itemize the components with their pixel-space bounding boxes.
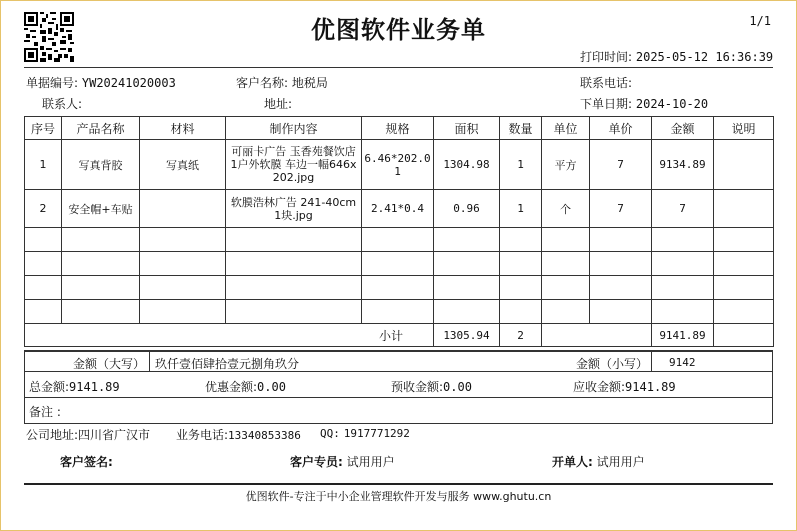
row-material xyxy=(140,190,226,228)
address xyxy=(264,95,292,112)
total-amount-label: 总金额: xyxy=(29,380,70,394)
row-price: 7 xyxy=(590,140,652,190)
print-time-label: 打印时间: xyxy=(580,50,633,64)
empty-row xyxy=(25,252,774,276)
company-address-label: 公司地址: xyxy=(26,428,79,442)
column-header: 制作内容 xyxy=(226,117,362,140)
table-row xyxy=(25,140,774,190)
creator-label: 开单人: xyxy=(552,455,593,469)
remark-label: 备注 : xyxy=(29,405,61,419)
customer-name-label: 客户名称: xyxy=(236,76,289,90)
company-address-value: 四川省广汉市 xyxy=(78,428,151,442)
amount-lower-value: 9142 xyxy=(669,356,696,369)
customer-rep-value: 试用用户 xyxy=(346,455,395,469)
amount-lower-label: 金额（小写） xyxy=(576,357,649,371)
empty-row xyxy=(25,276,774,300)
address-label: 地址: xyxy=(264,97,293,111)
row-qty: 1 xyxy=(500,140,542,190)
order-date xyxy=(580,95,708,112)
doc-number-value: YW20241020003 xyxy=(81,76,176,90)
business-phone xyxy=(176,426,301,443)
row-spec: 2.41*0.4 xyxy=(362,190,434,228)
row-area: 1304.98 xyxy=(434,140,500,190)
remark-row xyxy=(24,398,773,424)
row-spec: 6.46*202.01 xyxy=(362,140,434,190)
row-unit: 平方 xyxy=(542,140,590,190)
receivable-amount-value: 9141.89 xyxy=(625,380,676,394)
page-title: 优图软件业务单 xyxy=(311,16,486,44)
subtotal-qty: 2 xyxy=(500,324,542,347)
row-no: 1 xyxy=(25,140,62,190)
customer-rep-label: 客户专员: xyxy=(290,455,343,469)
row-material: 写真纸 xyxy=(140,140,226,190)
qq-value: 1917771292 xyxy=(343,427,410,440)
order-date-label: 下单日期: xyxy=(580,97,633,111)
row-area: 0.96 xyxy=(434,190,500,228)
row-content: 可丽卡广告 玉香苑餐饮店1户外软膜 车边一幅646x202.jpg xyxy=(226,140,362,190)
column-header: 单价 xyxy=(590,117,652,140)
customer-rep xyxy=(290,453,395,470)
creator xyxy=(552,453,645,470)
row-note xyxy=(714,140,774,190)
items-table xyxy=(24,116,774,347)
contact-phone xyxy=(580,74,632,91)
empty-row xyxy=(25,228,774,252)
discount-amount-value: 0.00 xyxy=(257,380,286,394)
total-amount-value: 9141.89 xyxy=(69,380,120,394)
contact-person-label: 联系人: xyxy=(42,97,83,111)
customer-name-value: 地税局 xyxy=(291,76,328,90)
subtotal-area: 1305.94 xyxy=(434,324,500,347)
empty-row xyxy=(25,300,774,324)
column-header: 说明 xyxy=(714,117,774,140)
row-amount: 9134.89 xyxy=(652,140,714,190)
creator-value: 试用用户 xyxy=(596,455,645,469)
subtotal-amount: 9141.89 xyxy=(652,324,714,347)
row-no: 2 xyxy=(25,190,62,228)
amount-upper-value: 玖仟壹佰肆拾壹元捌角玖分 xyxy=(155,357,300,371)
row-product: 写真背胶 xyxy=(62,140,140,190)
column-header: 产品名称 xyxy=(62,117,140,140)
row-content: 软膜浩林广告 241-40cm 1块.jpg xyxy=(226,190,362,228)
footer-text: 优图软件-专注于中小企业管理软件开发与服务 www.ghutu.cn xyxy=(245,490,552,503)
print-time-value: 2025-05-12 16:36:39 xyxy=(635,50,774,64)
prepaid-amount-value: 0.00 xyxy=(443,380,472,394)
totals-row xyxy=(24,372,773,398)
total-amount xyxy=(29,378,120,395)
column-header: 数量 xyxy=(500,117,542,140)
subtotal-label: 小计 xyxy=(25,324,434,347)
discount-amount xyxy=(205,378,286,395)
qq-label: QQ: xyxy=(320,427,340,440)
prepaid-amount-label: 预收金额: xyxy=(391,380,444,394)
footer-divider xyxy=(24,483,773,485)
receivable-amount-label: 应收金额: xyxy=(573,380,626,394)
row-qty: 1 xyxy=(500,190,542,228)
amount-upper-label: 金额（大写） xyxy=(73,357,146,371)
column-header: 规格 xyxy=(362,117,434,140)
print-time xyxy=(580,48,773,65)
subtotal-row xyxy=(25,324,774,347)
row-unit: 个 xyxy=(542,190,590,228)
prepaid-amount xyxy=(391,378,472,395)
row-note xyxy=(714,190,774,228)
page-number: 1/1 xyxy=(749,14,771,28)
order-date-value: 2024-10-20 xyxy=(635,97,709,111)
column-header: 材料 xyxy=(140,117,226,140)
table-header-row xyxy=(25,117,774,140)
qq xyxy=(320,426,410,440)
discount-amount-label: 优惠金额: xyxy=(205,380,258,394)
column-header: 面积 xyxy=(434,117,500,140)
business-phone-value: 13340853386 xyxy=(228,429,301,442)
contact-phone-label: 联系电话: xyxy=(580,76,633,90)
customer-signature-label: 客户签名: xyxy=(60,455,113,469)
amount-row xyxy=(24,350,773,372)
row-price: 7 xyxy=(590,190,652,228)
column-header: 序号 xyxy=(25,117,62,140)
column-header: 金额 xyxy=(652,117,714,140)
receivable-amount xyxy=(573,378,676,395)
doc-number xyxy=(26,74,176,91)
header-divider xyxy=(24,67,773,68)
customer-name xyxy=(236,74,328,91)
company-address xyxy=(26,426,150,443)
table-row xyxy=(25,190,774,228)
contact-person xyxy=(42,95,82,112)
business-phone-label: 业务电话: xyxy=(176,428,229,442)
doc-number-label: 单据编号: xyxy=(26,76,79,90)
column-header: 单位 xyxy=(542,117,590,140)
row-amount: 7 xyxy=(652,190,714,228)
row-product: 安全帽+车贴 xyxy=(62,190,140,228)
